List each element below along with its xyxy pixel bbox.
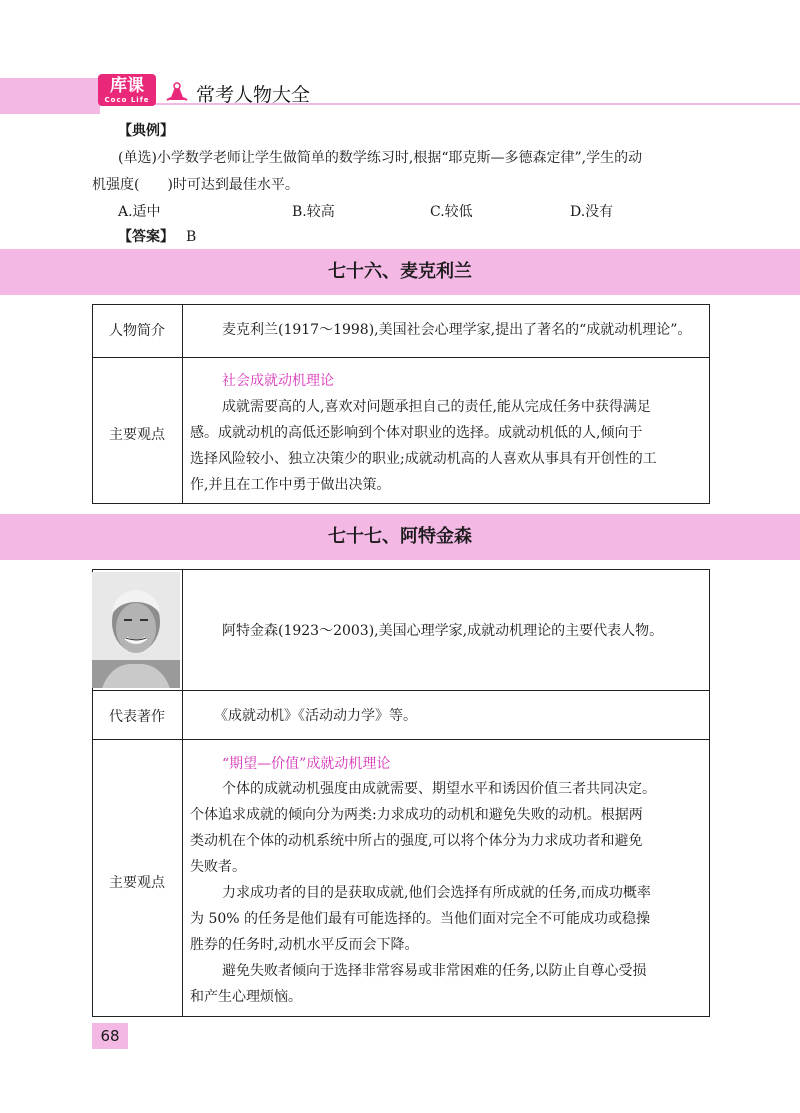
header-band xyxy=(0,78,100,114)
views-heading: “期望—价值”成就动机理论 xyxy=(222,756,391,772)
table-divider xyxy=(92,357,710,358)
intro-label: 人物简介 xyxy=(109,323,165,339)
atkinson-portrait xyxy=(92,572,180,688)
views-line: 选择风险较小、独立决策少的职业;成就动机高的人喜欢从事具有开创性的工 xyxy=(190,451,657,467)
intro-text: 麦克利兰(1917～1998),美国社会心理学家,提出了著名的“成就动机理论”。 xyxy=(222,322,692,338)
views-line: 作,并且在工作中勇于做出决策。 xyxy=(190,477,391,493)
example-question-line1: (单选)小学数学老师让学生做简单的数学练习时,根据“耶克斯—多德森定律”,学生的动 xyxy=(118,150,643,166)
table-divider xyxy=(182,304,183,504)
views-line: 类动机在个体的动机系统中所占的强度,可以将个体分为力求成功者和避免 xyxy=(190,833,643,849)
option-c: C.较低 xyxy=(430,204,473,220)
views-line: 力求成功者的目的是获取成就,他们会选择有所成就的任务,而成功概率 xyxy=(222,885,651,901)
header-title: 常考人物大全 xyxy=(196,84,311,106)
views-line: 和产生心理烦恼。 xyxy=(190,989,302,1005)
book-figure-icon xyxy=(164,78,190,104)
views-line: 感。成就动机的高低还影响到个体对职业的选择。成就动机低的人,倾向于 xyxy=(190,425,643,441)
logo-text: 库课 xyxy=(110,76,144,96)
views-line: 避免失败者倾向于选择非常容易或非常困难的任务,以防止自尊心受损 xyxy=(222,963,647,979)
example-question-line2: 机强度( )时可达到最佳水平。 xyxy=(92,177,299,193)
views-label: 主要观点 xyxy=(109,875,165,891)
section-title-76: 七十六、麦克利兰 xyxy=(328,261,472,282)
views-line: 为 50% 的任务是他们最有可能选择的。当他们面对完全不可能成功或稳操 xyxy=(190,911,651,927)
views-line: 胜券的任务时,动机水平反而会下降。 xyxy=(190,937,419,953)
views-heading: 社会成就动机理论 xyxy=(222,373,334,389)
works-text: 《成就动机》《活动动力学》等。 xyxy=(214,708,417,724)
logo-subtext: Coco Life xyxy=(104,96,150,104)
views-line: 个体的成就动机强度由成就需要、期望水平和诱因价值三者共同决定。 xyxy=(222,781,656,797)
option-d: D.没有 xyxy=(570,204,614,220)
page-number: 68 xyxy=(92,1023,128,1049)
table-divider xyxy=(92,690,710,691)
views-line: 成就需要高的人,喜欢对问题承担自己的责任,能从完成任务中获得满足 xyxy=(222,399,651,415)
table-divider xyxy=(182,569,183,1017)
kuke-logo xyxy=(98,74,156,106)
option-b: B.较高 xyxy=(292,204,335,220)
table-divider xyxy=(92,739,710,740)
answer-label: 【答案】 xyxy=(118,229,174,245)
atkinson-intro-text: 阿特金森(1923～2003),美国心理学家,成就动机理论的主要代表人物。 xyxy=(222,623,664,639)
views-label: 主要观点 xyxy=(109,427,165,443)
works-label: 代表著作 xyxy=(109,709,165,725)
views-line: 个体追求成就的倾向分为两类:力求成功的动机和避免失败的动机。根据两 xyxy=(190,807,643,823)
answer-value: B xyxy=(186,229,197,245)
section-title-77: 七十七、阿特金森 xyxy=(328,526,472,547)
option-a: A.适中 xyxy=(118,204,161,220)
example-heading: 【典例】 xyxy=(118,123,174,139)
views-line: 失败者。 xyxy=(190,859,246,875)
